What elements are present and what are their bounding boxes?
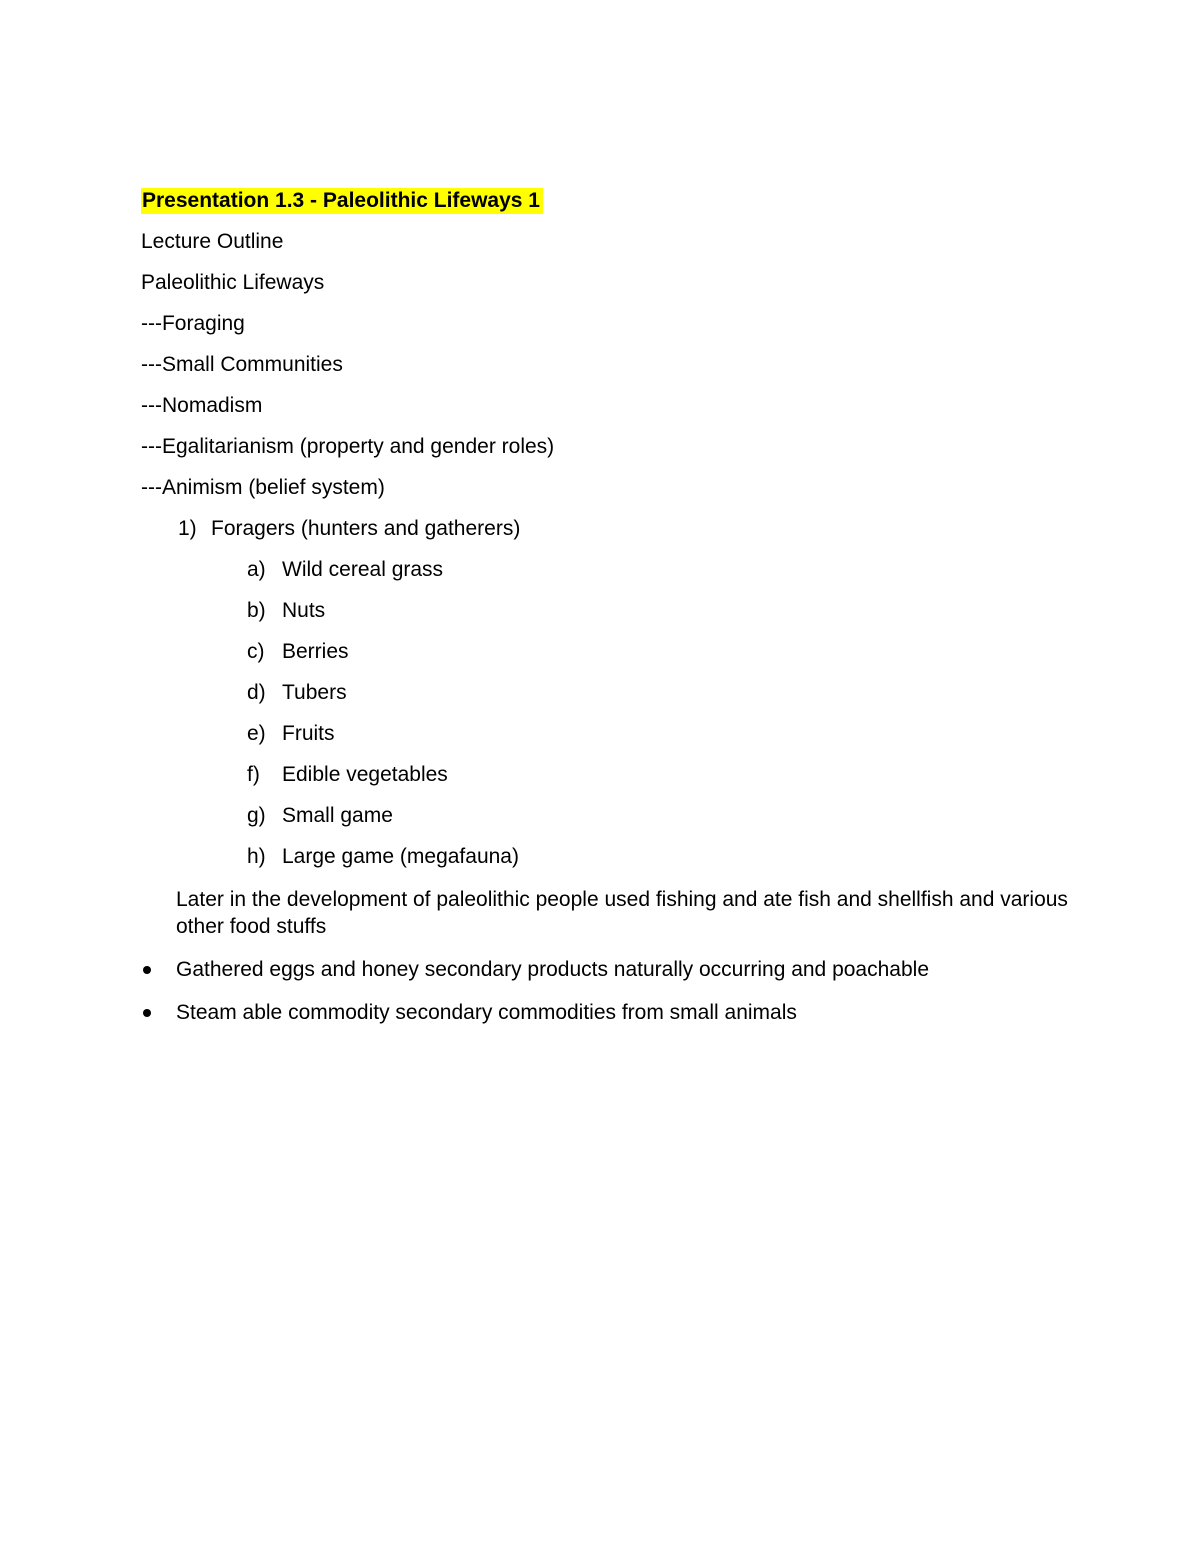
alpha-item: Berries: [282, 640, 349, 663]
alpha-marker: f): [247, 763, 260, 786]
alpha-item: Fruits: [282, 722, 335, 745]
numbered-marker: 1): [178, 517, 197, 540]
alpha-marker: e): [247, 722, 266, 745]
bullet-item: Gathered eggs and honey secondary products naturally occurring and poachable: [176, 958, 929, 981]
title-highlight: Presentation 1.3 - Paleolithic Lifeways 1: [141, 188, 543, 214]
dash-item: ---Nomadism: [141, 394, 263, 417]
alpha-marker: h): [247, 845, 266, 868]
bullet-icon: [143, 1009, 151, 1017]
paragraph: Later in the development of paleolithic people used fishing and ate fish and shellfish and various other food stuffs: [176, 888, 1068, 938]
alpha-item: Small game: [282, 804, 393, 827]
dash-item: ---Foraging: [141, 312, 245, 335]
alpha-marker: d): [247, 681, 266, 704]
alpha-marker: g): [247, 804, 266, 827]
alpha-item: Large game (megafauna): [282, 845, 519, 868]
alpha-item: Edible vegetables: [282, 763, 448, 786]
alpha-marker: b): [247, 599, 266, 622]
bullet-icon: [143, 966, 151, 974]
dash-item: ---Egalitarianism (property and gender roles): [141, 435, 555, 458]
alpha-item: Wild cereal grass: [282, 558, 444, 581]
bullet-item: Steam able commodity secondary commodities from small animals: [176, 1001, 797, 1024]
document-title: [141, 188, 543, 214]
alpha-marker: a): [247, 558, 266, 581]
alpha-item: Tubers: [282, 681, 347, 704]
alpha-marker: c): [247, 640, 265, 663]
dash-item: ---Animism (belief system): [141, 476, 385, 499]
numbered-item: Foragers (hunters and gatherers): [211, 517, 521, 540]
alpha-item: Nuts: [282, 599, 326, 622]
subtitle: Lecture Outline: [141, 230, 284, 253]
dash-item: ---Small Communities: [141, 353, 343, 376]
section-heading: Paleolithic Lifeways: [141, 271, 325, 294]
